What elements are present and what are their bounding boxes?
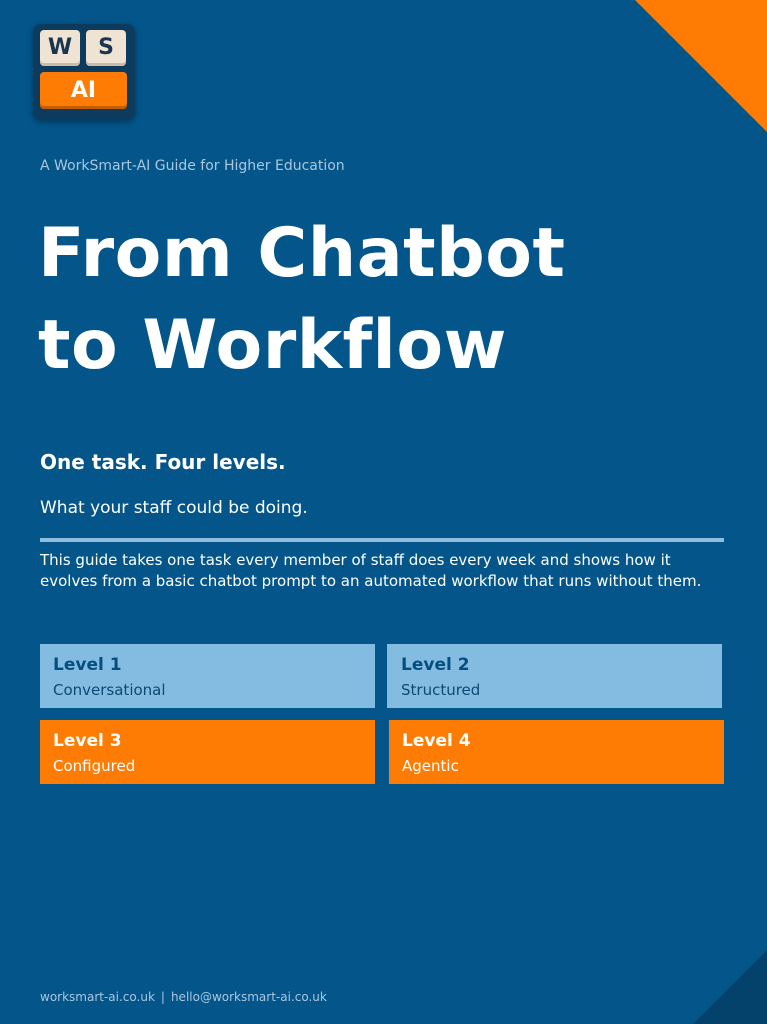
subtitle: One task. Four levels. [40, 450, 286, 474]
guide-kicker: A WorkSmart-AI Guide for Higher Education [40, 158, 345, 174]
level-card-description: Agentic [402, 757, 459, 775]
page-title-line-1: From Chatbot [38, 214, 566, 293]
level-card-title: Level 1 [53, 655, 122, 675]
level-card-2 [387, 644, 722, 708]
level-card-description: Conversational [53, 681, 166, 699]
footer-contact [40, 990, 327, 1004]
page-title [38, 208, 566, 392]
level-card-3 [40, 720, 375, 784]
corner-accent-top-right [635, 0, 767, 132]
level-card-title: Level 4 [402, 731, 471, 751]
level-card-4 [389, 720, 724, 784]
footer-email-link[interactable]: hello@worksmart-ai.co.uk [170, 990, 327, 1004]
footer-website-link[interactable]: worksmart-ai.co.uk [40, 990, 155, 1004]
logo-tile-ai: AI [40, 72, 127, 109]
page-title-line-2: to Workflow [38, 306, 507, 385]
level-card-title: Level 2 [401, 655, 470, 675]
logo-tile-w: W [40, 30, 80, 66]
corner-accent-bottom-right [693, 950, 767, 1024]
level-card-description: Structured [401, 681, 481, 699]
section-divider [40, 538, 724, 542]
tagline: What your staff could be doing. [40, 498, 308, 518]
level-card-description: Configured [53, 757, 136, 775]
worksmart-ai-logo [33, 24, 135, 120]
level-card-title: Level 3 [53, 731, 122, 751]
levels-grid [40, 644, 724, 786]
level-card-1 [40, 644, 375, 708]
footer-separator: | [160, 990, 165, 1004]
intro-paragraph: This guide takes one task every member of staff does every week and shows how it evolves from a basic chatbot prompt to an automated workflow that runs without them. [40, 551, 702, 590]
logo-tile-s: S [86, 30, 126, 66]
